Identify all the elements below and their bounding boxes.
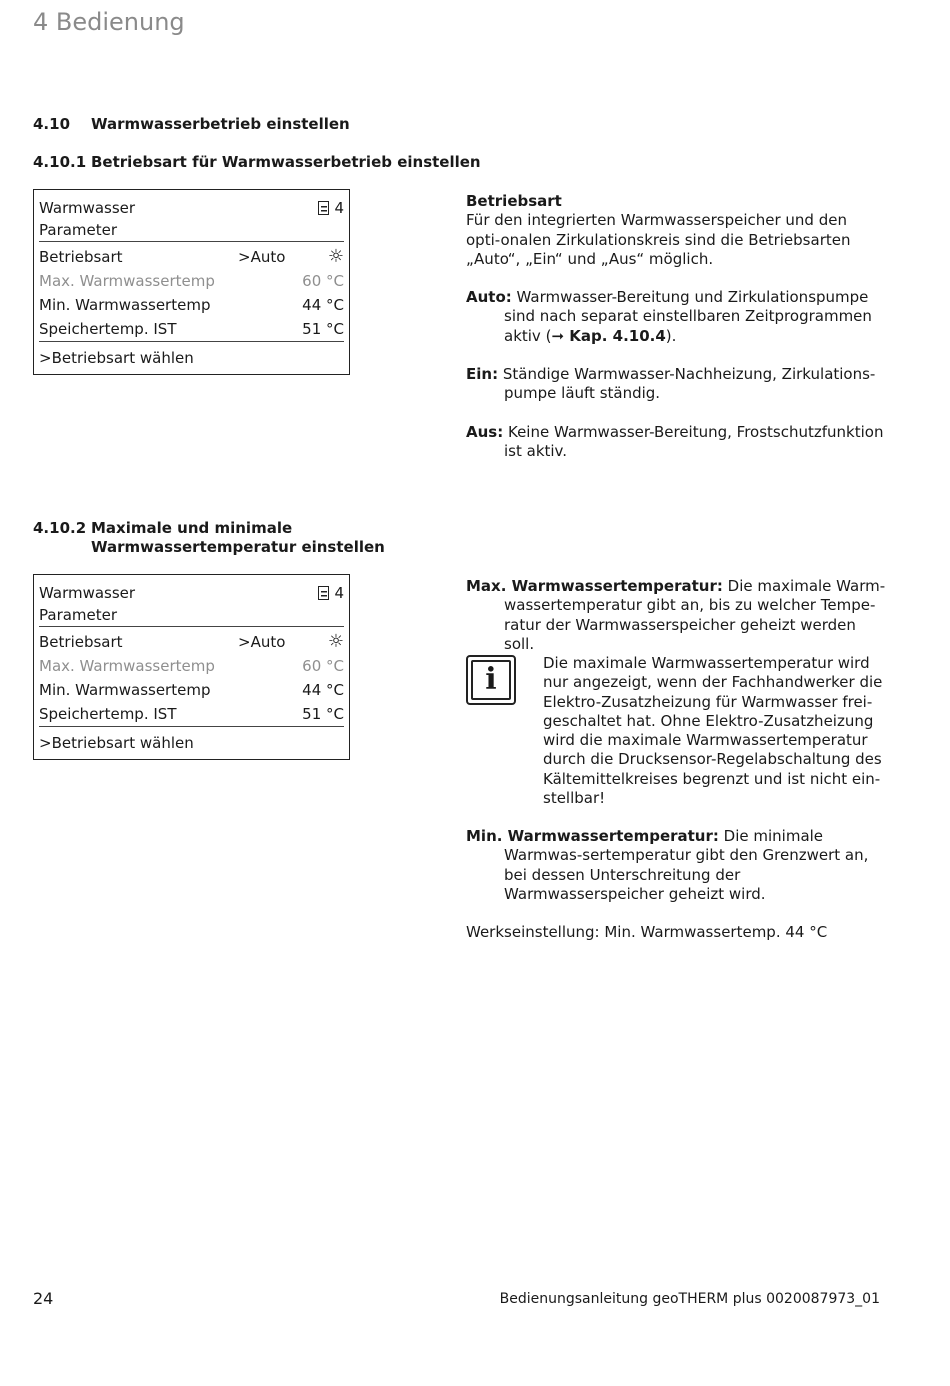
mode-auto: Auto: Warmwasser-Bereitung und Zirkulationspumpe sind nach separat einstellbaren Zeitprogrammen aktiv (➞ Kap. 4.10.4). [466, 288, 872, 345]
display-subtitle: Parameter [39, 221, 118, 239]
display-subtitle-row [39, 604, 344, 627]
section-number: 4.10.2 [33, 519, 87, 537]
section-4-10-2-heading [33, 519, 385, 557]
section-title: Maximale und minimale [91, 519, 293, 537]
row-label: Speichertemp. IST [39, 320, 177, 338]
row-value[interactable]: 44 °C [302, 296, 344, 314]
min-temp-block [466, 827, 886, 961]
display-title: Warmwasser [39, 199, 136, 217]
row-min-temp[interactable] [39, 293, 344, 317]
section-title: Warmwasserbetrieb einstellen [91, 115, 350, 133]
display-title: Warmwasser [39, 584, 136, 602]
factory-setting: Werkseinstellung: Min. Warmwassertemp. 44 °C [466, 923, 828, 942]
row-label: Max. Warmwassertemp [39, 657, 215, 675]
row-label: Betriebsart [39, 633, 123, 651]
section-number: 4.10.1 [33, 153, 87, 171]
chapter-reference-link[interactable]: ➞ Kap. 4.10.4 [551, 326, 666, 345]
row-min-temp[interactable] [39, 678, 344, 702]
row-betriebsart[interactable] [39, 630, 344, 654]
min-temp-description: Min. Warmwassertemperatur: Die minimale Warmwas-sertemperatur gibt den Grenzwert an, bei dessen Unterschreitung der Warmwasserspeicher geheizt wird. [466, 827, 869, 903]
info-note: Die maximale Warmwassertemperatur wird nur angezeigt, wenn der Fachhandwerker die Elektro-Zusatzheizung für Warmwasser frei-geschaltet hat. Ohne Elektro-Zusatzheizung wird die maximale Warmwassertemperatur durch die Drucksensor-Regelabschaltung des Kältemittelkreises begrenzt und ist nicht ein-stellbar! [543, 654, 883, 808]
row-value: 51 °C [302, 705, 344, 723]
row-label: Max. Warmwassertemp [39, 272, 215, 290]
section-4-10-1-heading [33, 153, 481, 172]
display-action[interactable]: >Betriebsart wählen [39, 349, 194, 367]
betriebsart-title: Betriebsart [466, 192, 562, 210]
display-subtitle: Parameter [39, 606, 118, 624]
row-max-temp [39, 269, 344, 293]
row-speicher-temp [39, 702, 344, 727]
betriebsart-intro: Für den integrierten Warmwasserspeicher und den opti-onalen Zirkulationskreis sind die Betriebsarten „Auto“, „Ein“ und „Aus“ möglich. [466, 211, 851, 268]
display-title-row [39, 582, 344, 604]
display-subtitle-row [39, 219, 344, 242]
mode-ein: Ein: Ständige Warmwasser-Nachheizung, Zirkulations-pumpe läuft ständig. [466, 365, 876, 403]
menu-list-icon [318, 201, 329, 215]
display-action[interactable]: >Betriebsart wählen [39, 734, 194, 752]
menu-number: 4 [318, 197, 344, 219]
sun-icon: ☼ [327, 246, 344, 267]
section-number: 4.10 [33, 115, 71, 133]
mode-aus: Aus: Keine Warmwasser-Bereitung, Frostschutzfunktion ist aktiv. [466, 422, 884, 460]
row-value: 60 °C [302, 272, 344, 290]
display-panel-operating-mode [33, 189, 350, 375]
row-value[interactable]: 44 °C [302, 681, 344, 699]
row-value[interactable]: >Auto [238, 248, 286, 266]
row-max-temp [39, 654, 344, 678]
row-betriebsart[interactable] [39, 245, 344, 269]
row-speicher-temp [39, 317, 344, 342]
section-4-10-heading [33, 115, 350, 134]
betriebsart-description [466, 192, 886, 480]
row-label: Min. Warmwassertemp [39, 681, 211, 699]
max-temp-description: Max. Warmwassertemperatur: Die maximale Warm-wassertemperatur gibt an, bis zu welcher Tempe-ratur der Warmwasserspeicher geheizt werden soll. [466, 577, 886, 653]
info-icon [466, 655, 516, 705]
row-label: Betriebsart [39, 248, 123, 266]
section-title-line2: Warmwassertemperatur einstellen [91, 538, 385, 556]
section-title: Betriebsart für Warmwasserbetrieb einstellen [91, 153, 481, 171]
display-title-row [39, 197, 344, 219]
document-reference: Bedienungsanleitung geoTHERM plus 0020087973_01 [499, 1291, 880, 1307]
sun-icon: ☼ [327, 631, 344, 652]
row-value: 51 °C [302, 320, 344, 338]
row-value: 60 °C [302, 657, 344, 675]
chapter-header: 4 Bedienung [33, 8, 185, 36]
info-glyph: i [471, 660, 511, 700]
row-label: Min. Warmwassertemp [39, 296, 211, 314]
menu-number: 4 [318, 582, 344, 604]
menu-list-icon [318, 586, 329, 600]
display-panel-temperature [33, 574, 350, 760]
row-value[interactable]: >Auto [238, 633, 286, 651]
page-number: 24 [33, 1289, 54, 1308]
row-label: Speichertemp. IST [39, 705, 177, 723]
